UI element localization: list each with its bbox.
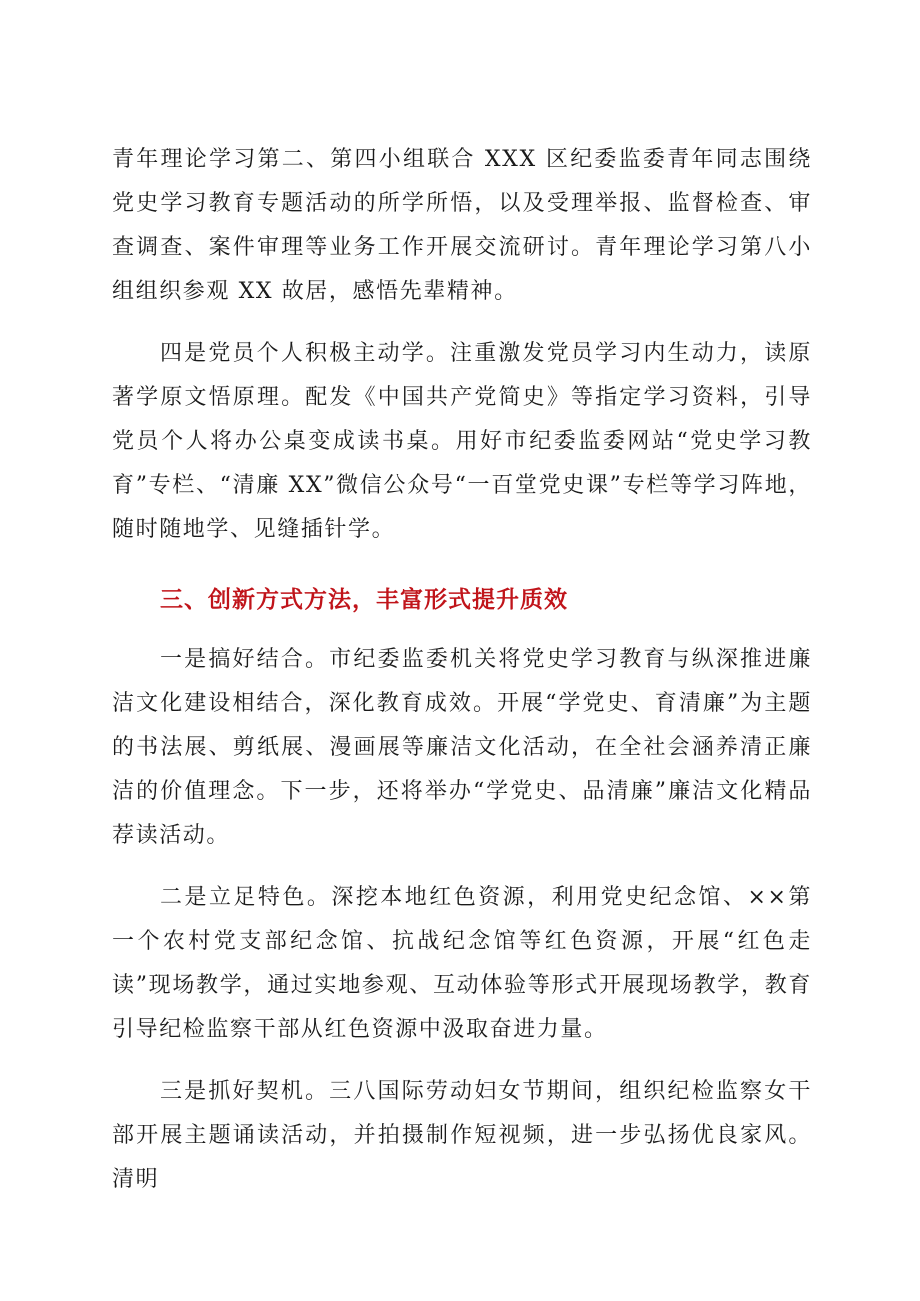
paragraph-point-three: 三是抓好契机。三八国际劳动妇女节期间，组织纪检监察女干部开展主题诵读活动，并拍摄制作短视频，进一步弘扬优良家风。清明: [112, 1079, 812, 1192]
paragraph-continued: 青年理论学习第二、第四小组联合 XXX 区纪委监委青年同志围绕党史学习教育专题活动的所学所悟，以及受理举报、监督检查、审查调查、案件审理等业务工作开展交流研讨。青年理论学习第八小组组织参观 XX 故居，感悟先辈精神。: [112, 147, 812, 304]
paragraph-point-one: 一是搞好结合。市纪委监委机关将党史学习教育与纵深推进廉洁文化建设相结合，深化教育成效。开展“学党史、育清廉”为主题的书法展、剪纸展、漫画展等廉洁文化活动，在全社会涵养清正廉洁的价值理念。下一步，还将举办“学党史、品清廉”廉洁文化精品荐读活动。: [112, 647, 812, 848]
paragraph-point-two: 二是立足特色。深挖本地红色资源，利用党史纪念馆、××第一个农村党支部纪念馆、抗战纪念馆等红色资源，开展“红色走读”现场教学，通过实地参观、互动体验等形式开展现场教学，教育引导纪检监察干部从红色资源中汲取奋进力量。: [112, 885, 812, 1042]
paragraph-point-four: 四是党员个人积极主动学。注重激发党员学习内生动力，读原著学原文悟原理。配发《中国共产党简史》等指定学习资料，引导党员个人将办公桌变成读书桌。用好市纪委监委网站“党史学习教育”专栏、“清廉 XX”微信公众号“一百堂党史课”专栏等学习阵地，随时随地学、见缝插针学。: [112, 341, 812, 542]
document-body: [112, 138, 812, 1202]
section-heading: 三、创新方式方法，丰富形式提升质效: [160, 587, 568, 613]
